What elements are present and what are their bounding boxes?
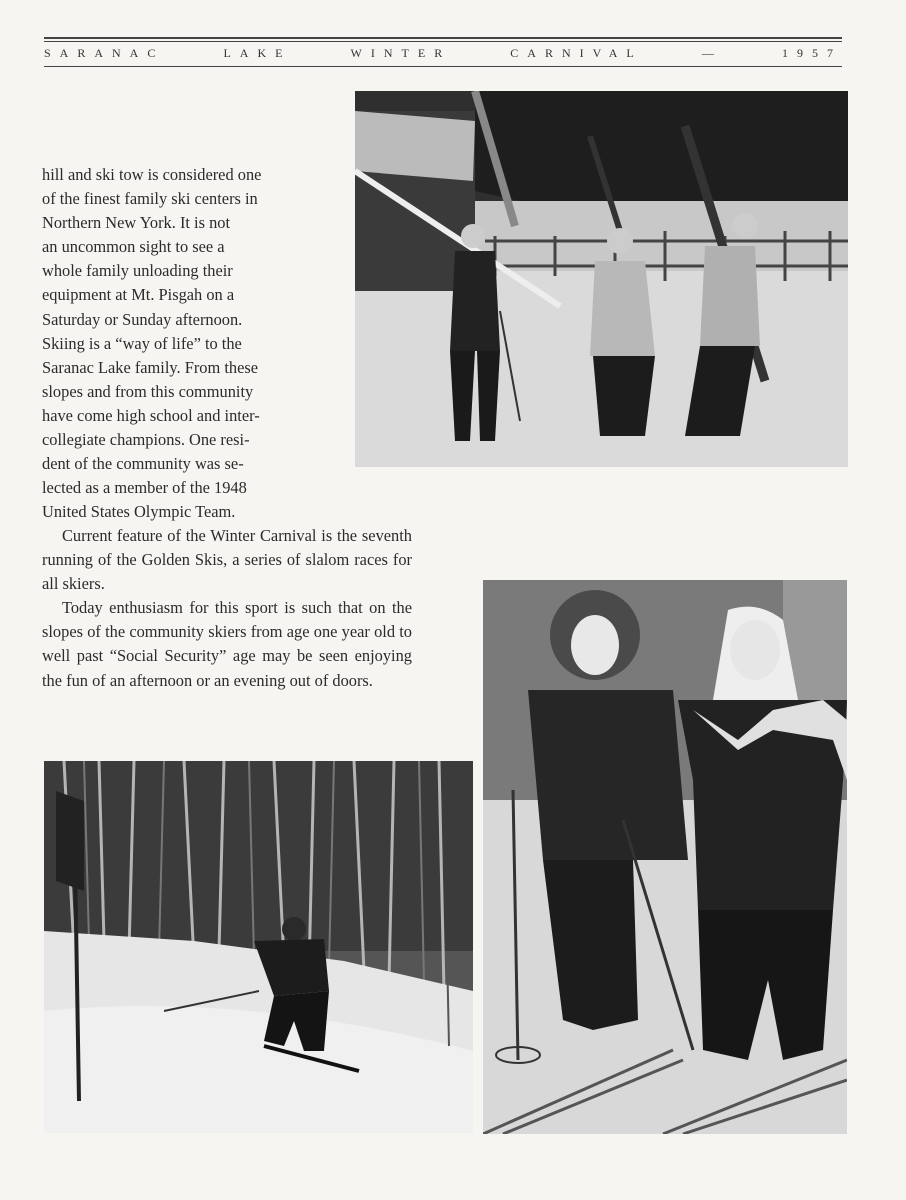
paragraph-1-line-6: equipment at Mt. Pisgah on a [42, 285, 235, 305]
article-column-bottom [42, 524, 412, 693]
paragraph-1-line-2: of the finest family ski centers in [42, 189, 258, 209]
header-word-lake: LAKE [223, 46, 292, 60]
header-word-saranac: SARANAC [44, 46, 165, 60]
paragraph-1-line-1: hill and ski tow is considered one [42, 165, 262, 184]
paragraph-1-line-7: Saturday or Sunday afternoon. [42, 309, 243, 329]
paragraph-1-line-13: dent of the community was se- [42, 454, 244, 474]
paragraph-3: Today enthusiasm for this sport is such that on the slopes of the community skiers from age one year old to well past “Social Security” age may be seen enjoying the fun of an afternoon or an evening out of doors. [42, 598, 412, 690]
paragraph-1-line-4: an uncommon sight to see a [42, 237, 225, 257]
paragraph-1-line-9: Saranac Lake family. From these [42, 357, 259, 377]
paragraph-1-line-3: Northern New York. It is not [42, 213, 231, 233]
paragraph-1-line-5: whole family unloading their [42, 261, 233, 281]
header-rule-bottom [44, 66, 842, 67]
paragraph-1-line-15: United States Olympic Team. [42, 502, 236, 522]
header-word-carnival: CARNIVAL [510, 46, 643, 60]
paragraph-1-line-10: slopes and from this community [42, 381, 254, 401]
header-word-winter: WINTER [350, 46, 452, 60]
running-header [44, 46, 842, 61]
paragraph-1-line-14: lected as a member of the 1948 [42, 478, 247, 498]
paragraph-2: Current feature of the Winter Carnival is the seventh running of the Golden Skis, a series of slalom races for all skiers. [42, 526, 412, 594]
header-dash: — [701, 46, 723, 60]
header-rule-top [44, 37, 842, 39]
article-column-top [42, 163, 312, 524]
paragraph-1-line-11: have come high school and inter- [42, 405, 260, 425]
paragraph-1-line-12: collegiate champions. One resi- [42, 430, 250, 450]
two-women-skiers-photo [483, 580, 847, 1134]
header-rule-top-thin [44, 41, 842, 42]
paragraph-1-line-8: Skiing is a “way of life” to the [42, 333, 242, 353]
slalom-skier-photo [44, 761, 473, 1133]
children-carrying-skis-photo [355, 91, 848, 467]
header-year: 1957 [781, 46, 842, 60]
